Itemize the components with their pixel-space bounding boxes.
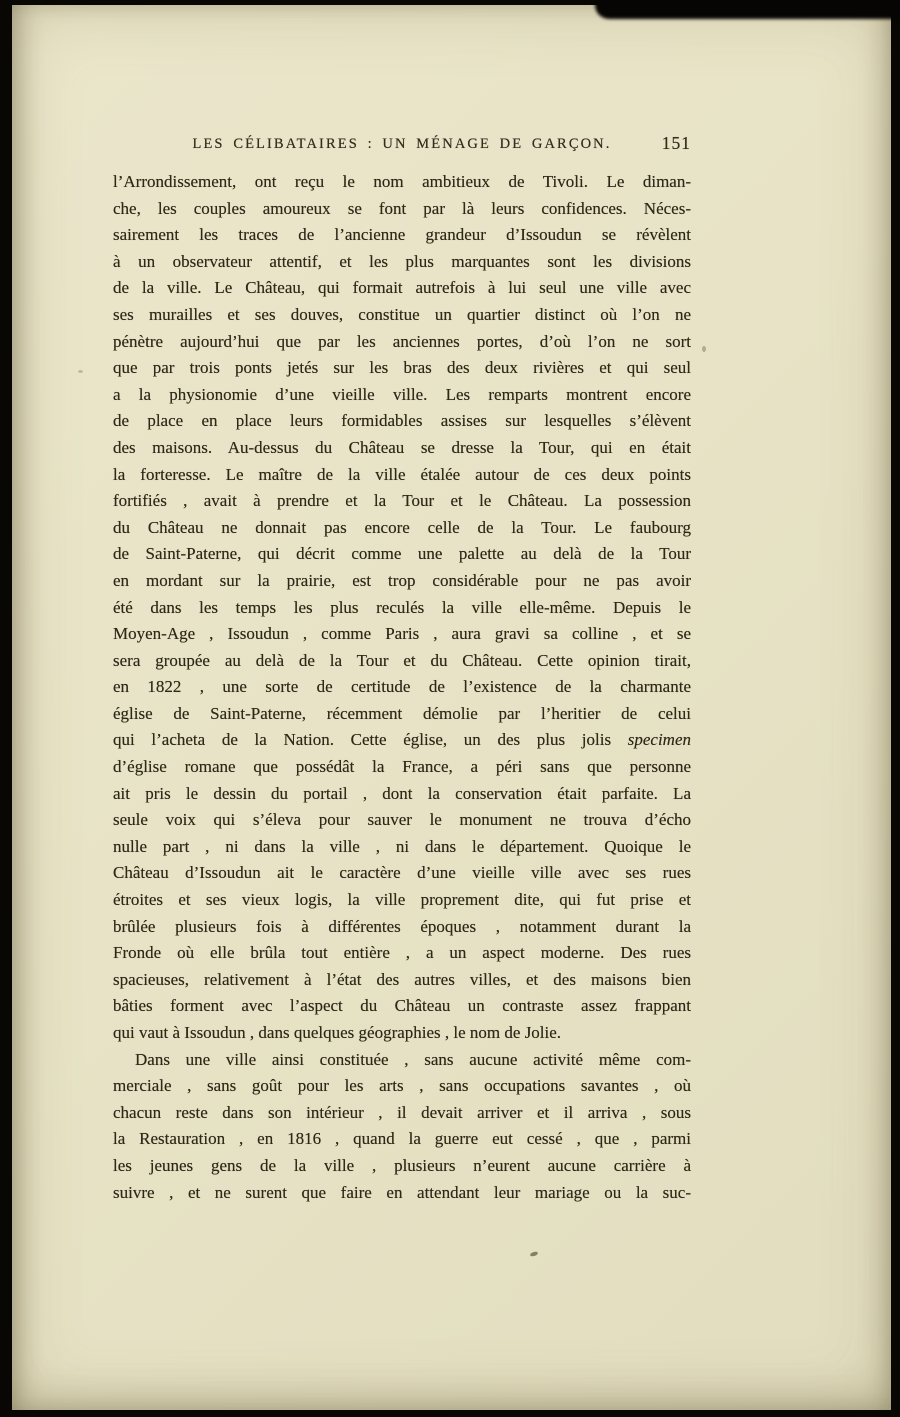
text-line: la Restauration , en 1816 , quand la guerre eut cessé , que , parmi — [113, 1129, 691, 1149]
text-line: d’église romane que possédât la France, a péri sans que personne — [113, 757, 691, 777]
paragraph — [113, 169, 691, 1047]
text-block — [113, 169, 691, 1206]
scan-blotch-top-right — [595, 0, 900, 19]
text-line: de Saint-Paterne, qui décrit comme une palette au delà de la Tour — [113, 544, 691, 564]
paragraph — [113, 1047, 691, 1207]
text-line: à un observateur attentif, et les plus marquantes sont les divisions — [113, 251, 691, 271]
text-line: brûlée plusieurs fois à différentes époques , notamment durant la — [113, 916, 691, 936]
text-line: qui vaut à Issoudun , dans quelques géographies , le nom de Jolie. — [113, 1023, 562, 1042]
text-line: l’Arrondissement, ont reçu le nom ambitieux de Tivoli. Le diman- — [113, 172, 691, 191]
scan-speckle — [702, 346, 706, 352]
text-line — [113, 727, 691, 754]
text-line: merciale , sans goût pour les arts , sans occupations savantes , où — [113, 1076, 691, 1096]
text-line: seule voix qui s’éleva pour sauver le monument ne trouva d’écho — [113, 810, 691, 830]
page-number: 151 — [661, 133, 691, 153]
text-segment: qui l’acheta de la Nation. Cette église, un des plus jolis — [113, 730, 628, 750]
text-line: de la ville. Le Château, qui formait autrefois à lui seul une ville avec — [113, 278, 691, 298]
text-line: Dans une ville ainsi constituée , sans aucune activité même com- — [135, 1049, 691, 1069]
text-line: a la physionomie d’une vieille ville. Les remparts montrent encore — [113, 384, 691, 404]
text-line: suivre , et ne surent que faire en attendant leur mariage ou la suc- — [113, 1182, 691, 1202]
page-header — [113, 133, 691, 158]
text-line: en 1822 , une sorte de certitude de l’existence de la charmante — [113, 677, 691, 697]
text-line: ait pris le dessin du portail , dont la conservation était parfaite. La — [113, 783, 691, 803]
text-line: la forteresse. Le maître de la ville étalée autour de ces deux points — [113, 464, 691, 484]
text-line: de place en place leurs formidables assises sur lesquelles s’élèvent — [113, 411, 691, 431]
text-line: sera groupée au delà de la Tour et du Château. Cette opinion tirait, — [113, 650, 691, 670]
text-line: nulle part , ni dans la ville , ni dans le département. Quoique le — [113, 836, 691, 856]
text-line: pénètre aujourd’hui que par les anciennes portes, d’où l’on ne sort — [113, 331, 691, 351]
text-line: les jeunes gens de la ville , plusieurs n’eurent aucune carrière à — [113, 1155, 691, 1175]
text-line: étroites et ses vieux logis, la ville proprement dite, qui fut prise et — [113, 890, 691, 910]
text-line: ses murailles et ses douves, constitue un quartier distinct où l’on ne — [113, 304, 691, 324]
text-line: chacun reste dans son intérieur , il devait arriver et il arriva , sous — [113, 1102, 691, 1122]
text-line: bâties forment avec l’aspect du Château un contraste assez frappant — [113, 996, 691, 1016]
text-line: Moyen-Age , Issoudun , comme Paris , aura gravi sa colline , et se — [113, 624, 691, 644]
text-line: Fronde où elle brûla tout entière , a un aspect moderne. Des rues — [113, 943, 691, 963]
italic-text: specimen — [627, 730, 691, 750]
text-line: spacieuses, relativement à l’état des autres villes, et des maisons bien — [113, 969, 691, 989]
text-line: Château d’Issoudun ait le caractère d’une vieille ville avec ses rues — [113, 863, 691, 883]
text-line: été dans les temps les plus reculés la ville elle-même. Depuis le — [113, 597, 691, 617]
text-line: des maisons. Au-dessus du Château se dresse la Tour, qui en était — [113, 437, 691, 457]
text-line: en mordant sur la prairie, est trop considérable pour ne pas avoir — [113, 570, 691, 590]
text-line: che, les couples amoureux se font par là leurs confidences. Néces- — [113, 198, 691, 218]
scan-speckle — [78, 370, 83, 373]
text-line: que par trois ponts jetés sur les bras des deux rivières et qui seul — [113, 358, 691, 378]
running-title: LES CÉLIBATAIRES : UN MÉNAGE DE GARÇON. — [192, 136, 612, 152]
text-line: du Château ne donnait pas encore celle de la Tour. Le faubourg — [113, 517, 691, 537]
text-line: sairement les traces de l’ancienne grandeur d’Issoudun se révèlent — [113, 225, 691, 245]
paper — [12, 5, 891, 1410]
text-line: fortifiés , avait à prendre et la Tour et le Château. La possession — [113, 491, 691, 511]
text-line: église de Saint-Paterne, récemment démolie par l’heritier de celui — [113, 703, 691, 723]
